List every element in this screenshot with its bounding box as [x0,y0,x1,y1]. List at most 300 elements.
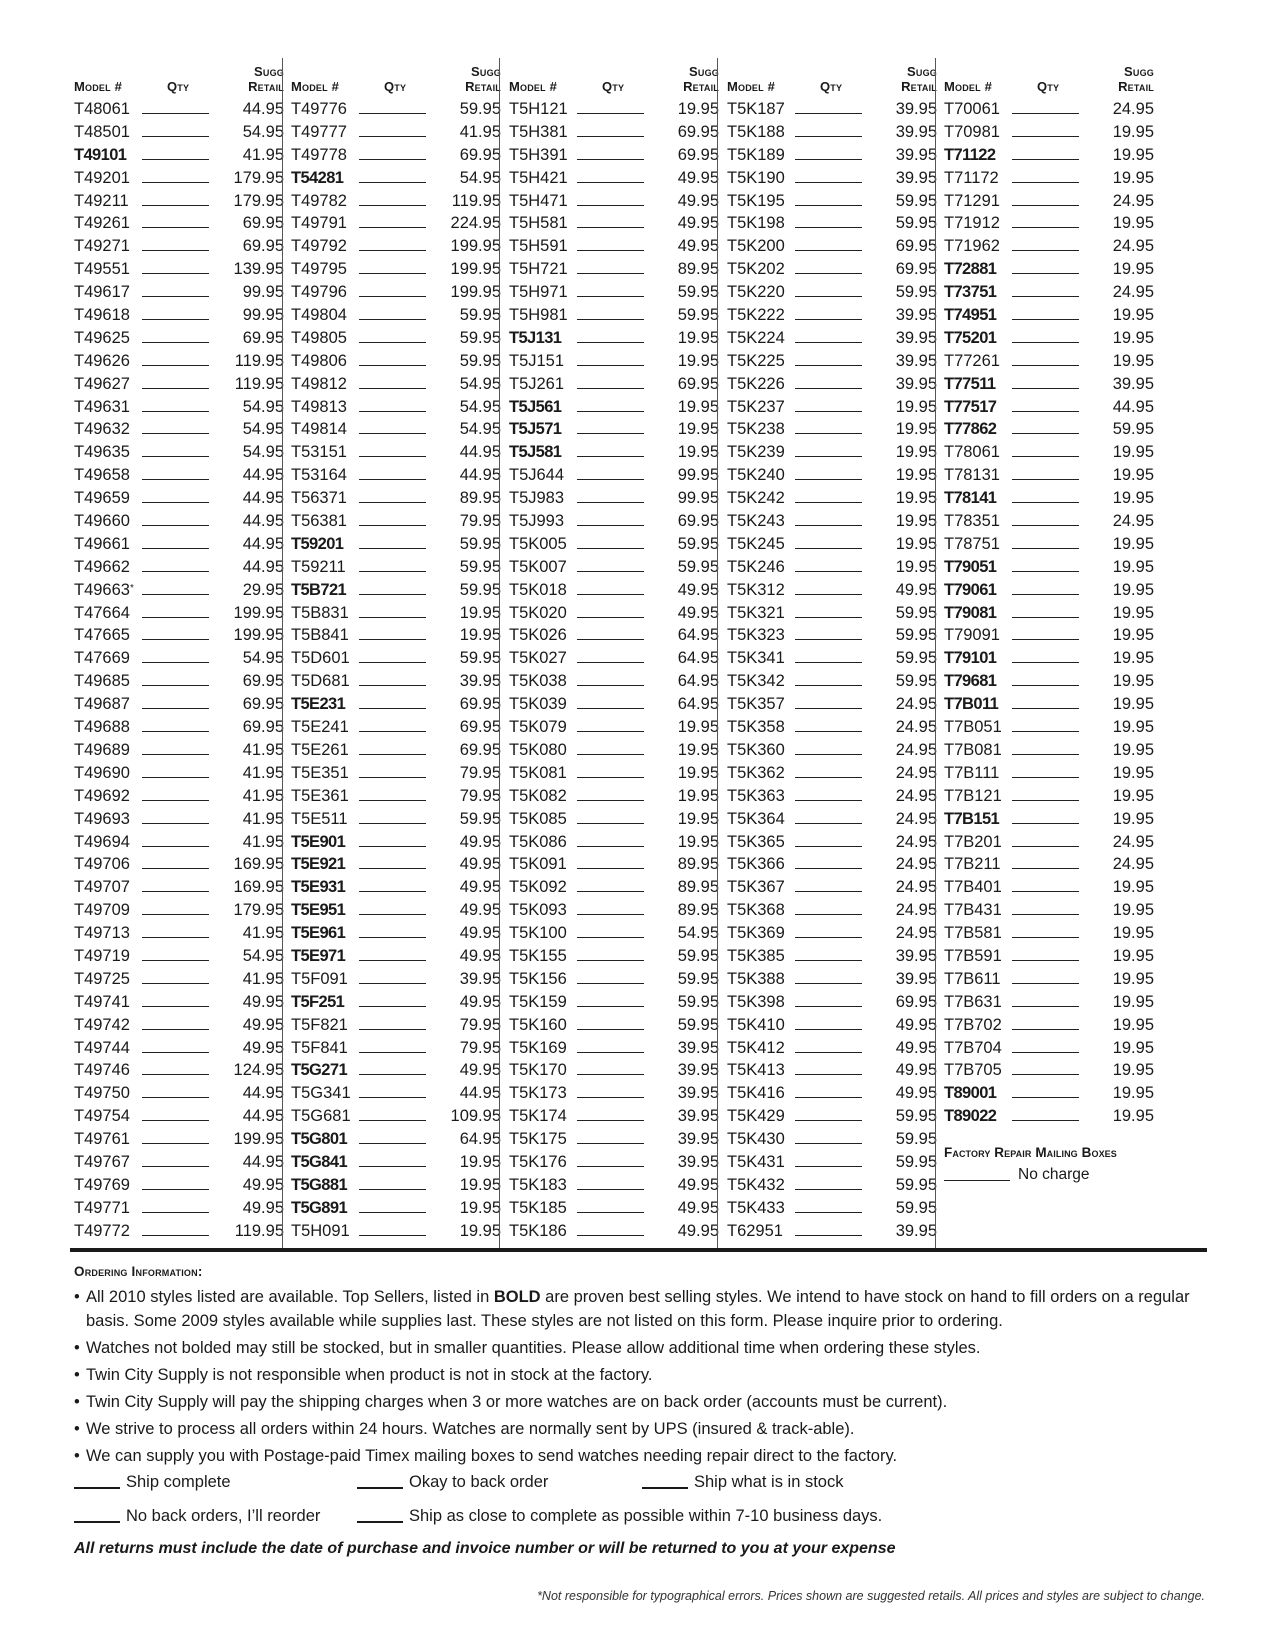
qty-blank[interactable] [577,617,644,618]
qty-blank[interactable] [795,685,862,686]
qty-blank[interactable] [795,136,862,137]
qty-blank[interactable] [359,1097,426,1098]
qty-blank[interactable] [142,502,209,503]
qty-blank[interactable] [795,502,862,503]
option-ship-in-stock[interactable]: Ship what is in stock [642,1470,843,1494]
qty-blank[interactable] [359,456,426,457]
qty-blank[interactable] [795,1052,862,1053]
qty-blank[interactable] [142,1074,209,1075]
sugg-retail-price: 19.95 [895,489,937,508]
model-number: T71912 [944,214,1000,233]
qty-blank[interactable] [142,365,209,366]
qty-blank[interactable] [359,1189,426,1190]
qty-blank[interactable] [142,1052,209,1053]
ordering-bullet: • Twin City Supply will pay the shipping charges when 3 or more watches are on back order (accounts must be current). [74,1390,1214,1414]
qty-blank[interactable] [359,685,426,686]
qty-blank[interactable] [577,182,644,183]
qty-blank[interactable] [1012,891,1079,892]
qty-blank[interactable] [577,388,644,389]
qty-blank[interactable] [142,800,209,801]
qty-blank[interactable] [577,1006,644,1007]
qty-blank[interactable] [142,639,209,640]
model-number: T5E511 [291,809,348,828]
sugg-retail-price: 59.95 [677,946,719,965]
qty-blank[interactable] [577,800,644,801]
qty-blank[interactable] [142,319,209,320]
qty-blank[interactable] [577,548,644,549]
qty-blank[interactable] [795,754,862,755]
qty-blank[interactable] [795,846,862,847]
qty-blank[interactable] [359,846,426,847]
qty-blank[interactable] [142,388,209,389]
qty-blank[interactable] [577,914,644,915]
qty-blank[interactable] [795,571,862,572]
qty-blank[interactable] [1012,685,1079,686]
qty-blank[interactable] [142,273,209,274]
option-blank[interactable] [74,1487,120,1489]
qty-blank[interactable] [577,960,644,961]
qty-blank[interactable] [359,1143,426,1144]
table-row [291,373,501,396]
qty-blank[interactable] [142,1006,209,1007]
qty-blank[interactable] [142,685,209,686]
qty-blank[interactable] [577,754,644,755]
qty-blank[interactable] [359,1052,426,1053]
qty-blank[interactable] [577,365,644,366]
qty-blank[interactable] [359,273,426,274]
sugg-retail-price: 69.95 [677,374,719,393]
qty-blank[interactable] [142,777,209,778]
qty-blank[interactable] [142,456,209,457]
qty-blank[interactable] [359,1006,426,1007]
qty-blank[interactable] [142,960,209,961]
qty-blank[interactable] [577,639,644,640]
table-row [509,1197,719,1220]
qty-blank[interactable] [359,502,426,503]
table-row [291,144,501,167]
qty-blank[interactable] [359,388,426,389]
qty-blank[interactable] [1012,1097,1079,1098]
qty-blank[interactable] [359,548,426,549]
qty-blank[interactable] [359,617,426,618]
qty-blank[interactable] [1012,548,1079,549]
qty-blank[interactable] [359,1029,426,1030]
qty-blank[interactable] [142,1097,209,1098]
qty-blank[interactable] [359,365,426,366]
qty-blank[interactable] [795,662,862,663]
qty-blank[interactable] [1012,731,1079,732]
qty-blank[interactable] [795,1029,862,1030]
model-number: T7B111 [944,763,1000,782]
qty-blank[interactable] [359,937,426,938]
qty-blank[interactable] [359,891,426,892]
qty-blank[interactable] [1012,296,1079,297]
qty-blank[interactable] [142,1235,209,1236]
qty-blank[interactable] [1012,342,1079,343]
qty-blank[interactable] [577,342,644,343]
model-number: T49814 [291,420,347,439]
qty-blank[interactable] [795,1120,862,1121]
qty-blank[interactable] [142,433,209,434]
qty-blank[interactable] [795,205,862,206]
table-row [944,693,1154,716]
model-number: T49658 [74,466,130,485]
qty-blank[interactable] [1012,1074,1079,1075]
qty-blank[interactable] [795,319,862,320]
qty-blank[interactable] [1012,571,1079,572]
qty-blank[interactable] [359,571,426,572]
qty-blank[interactable] [1012,823,1079,824]
qty-blank[interactable] [142,754,209,755]
qty-blank[interactable] [795,617,862,618]
table-row [944,533,1154,556]
qty-blank[interactable] [359,800,426,801]
qty-blank[interactable] [142,1143,209,1144]
qty-blank[interactable] [577,113,644,114]
qty-blank[interactable] [795,777,862,778]
qty-blank[interactable] [577,250,644,251]
qty-blank[interactable] [1012,914,1079,915]
qty-blank[interactable] [359,1120,426,1121]
table-row [944,647,1154,670]
option-no-back-orders[interactable]: No back orders, I’ll reorder [74,1504,320,1528]
qty-blank[interactable] [1012,777,1079,778]
qty-blank[interactable] [577,159,644,160]
qty-blank[interactable] [359,708,426,709]
qty-blank[interactable] [577,868,644,869]
qty-blank[interactable] [359,1212,426,1213]
qty-blank[interactable] [577,1074,644,1075]
qty-blank[interactable] [577,685,644,686]
qty-blank[interactable] [795,1235,862,1236]
qty-blank[interactable] [359,754,426,755]
qty-blank[interactable] [1012,639,1079,640]
qty-blank[interactable] [577,1120,644,1121]
qty-blank[interactable] [359,159,426,160]
qty-blank[interactable] [1012,182,1079,183]
qty-blank[interactable] [795,960,862,961]
option-blank[interactable] [357,1487,403,1489]
model-number: T77511 [944,374,996,393]
qty-blank[interactable] [142,571,209,572]
qty-blank[interactable] [359,250,426,251]
qty-blank[interactable] [1012,1029,1079,1030]
rows [727,98,937,1243]
option-ship-close[interactable]: Ship as close to complete as possible within 7-10 business days. [357,1504,882,1528]
qty-blank[interactable] [1012,800,1079,801]
qty-blank[interactable] [1012,754,1079,755]
qty-blank[interactable] [142,250,209,251]
model-number: T49635 [74,443,130,462]
qty-blank[interactable] [1012,937,1079,938]
qty-blank[interactable] [142,227,209,228]
qty-blank[interactable] [795,273,862,274]
qty-blank[interactable] [142,159,209,160]
qty-blank[interactable] [1012,479,1079,480]
qty-blank[interactable] [795,113,862,114]
qty-blank[interactable] [577,525,644,526]
option-blank[interactable] [642,1487,688,1489]
sugg-retail-price: 41.95 [242,809,284,828]
model-number: T5K091 [509,855,567,874]
qty-blank[interactable] [577,456,644,457]
table-row [74,693,284,716]
qty-blank[interactable] [142,548,209,549]
qty-blank[interactable] [795,1097,862,1098]
qty-blank[interactable] [142,1212,209,1213]
qty-blank[interactable] [359,411,426,412]
qty-blank[interactable] [359,662,426,663]
qty-blank[interactable] [359,1166,426,1167]
qty-blank[interactable] [359,960,426,961]
qty-blank[interactable] [142,914,209,915]
table-row [944,418,1154,441]
qty-blank[interactable] [577,846,644,847]
sugg-retail-price: 79.95 [459,763,501,782]
qty-blank[interactable] [577,1029,644,1030]
qty-blank[interactable] [142,479,209,480]
qty-blank[interactable] [795,159,862,160]
qty-blank[interactable] [795,1189,862,1190]
qty-blank[interactable] [577,227,644,228]
qty-blank[interactable] [359,914,426,915]
qty-blank[interactable] [359,983,426,984]
qty-blank[interactable] [577,823,644,824]
qty-blank[interactable] [795,1074,862,1075]
table-row [509,190,719,213]
qty-blank[interactable] [1012,411,1079,412]
model-number: T7B431 [944,901,1002,920]
qty-blank[interactable] [142,205,209,206]
qty-blank[interactable] [1012,983,1079,984]
qty-blank[interactable] [577,479,644,480]
qty-blank[interactable] [795,525,862,526]
sugg-retail-price: 49.95 [895,580,937,599]
qty-blank[interactable] [1012,868,1079,869]
qty-blank[interactable] [795,1212,862,1213]
qty-blank[interactable] [795,227,862,228]
qty-blank[interactable] [795,1166,862,1167]
qty-blank[interactable] [359,342,426,343]
qty-blank[interactable] [577,571,644,572]
qty-blank[interactable] [795,914,862,915]
qty-blank[interactable] [1012,662,1079,663]
qty-blank[interactable] [1012,846,1079,847]
qty-blank[interactable] [142,891,209,892]
option-ship-complete[interactable]: Ship complete [74,1470,231,1494]
qty-blank[interactable] [795,1143,862,1144]
qty-blank[interactable] [359,319,426,320]
qty-blank[interactable] [1012,502,1079,503]
qty-blank[interactable] [359,113,426,114]
qty-blank[interactable] [1012,433,1079,434]
qty-blank[interactable] [1012,159,1079,160]
qty-blank[interactable] [577,433,644,434]
qty-blank[interactable] [577,205,644,206]
qty-blank[interactable] [142,823,209,824]
qty-blank[interactable] [1012,1120,1079,1121]
qty-blank[interactable] [359,594,426,595]
qty-blank[interactable] [795,800,862,801]
qty-blank[interactable] [1012,205,1079,206]
qty-blank[interactable] [142,411,209,412]
sugg-retail-price: 24.95 [1112,191,1154,210]
qty-blank[interactable] [577,1212,644,1213]
qty-blank[interactable] [359,136,426,137]
qty-blank[interactable] [577,273,644,274]
qty-blank[interactable] [577,891,644,892]
qty-blank[interactable] [795,479,862,480]
qty-blank[interactable] [577,731,644,732]
qty-blank[interactable] [577,662,644,663]
qty-blank[interactable] [795,250,862,251]
qty-blank[interactable] [1012,388,1079,389]
model-number: T49707 [74,878,130,897]
option-blank[interactable] [74,1521,120,1523]
qty-blank[interactable] [142,1120,209,1121]
qty-blank[interactable] [577,136,644,137]
model-number: T5E921 [291,855,346,874]
qty-blank[interactable] [577,1143,644,1144]
qty-blank[interactable] [1012,594,1079,595]
qty-blank[interactable] [795,891,862,892]
table-row [509,304,719,327]
qty-blank[interactable] [795,433,862,434]
qty-blank[interactable] [142,617,209,618]
qty-blank[interactable] [1012,136,1079,137]
qty-blank[interactable] [359,479,426,480]
qty-blank[interactable] [795,411,862,412]
qty-blank[interactable] [795,365,862,366]
qty-blank[interactable] [795,456,862,457]
qty-blank[interactable] [795,708,862,709]
qty-blank[interactable] [142,594,209,595]
sugg-retail-price: 19.95 [459,626,501,645]
qty-blank[interactable] [577,594,644,595]
qty-blank[interactable] [1012,1052,1079,1053]
model-number: T79091 [944,626,1000,645]
qty-blank[interactable] [577,1097,644,1098]
factory-repair-qty-blank[interactable] [944,1180,1010,1181]
qty-blank[interactable] [1012,617,1079,618]
qty-blank[interactable] [142,296,209,297]
table-row [509,1014,719,1037]
qty-blank[interactable] [359,639,426,640]
option-okay-back-order[interactable]: Okay to back order [357,1470,548,1494]
qty-blank[interactable] [1012,113,1079,114]
qty-blank[interactable] [1012,708,1079,709]
qty-blank[interactable] [359,296,426,297]
qty-blank[interactable] [577,983,644,984]
qty-blank[interactable] [795,548,862,549]
qty-blank[interactable] [142,937,209,938]
qty-blank[interactable] [359,823,426,824]
qty-blank[interactable] [142,113,209,114]
qty-blank[interactable] [1012,525,1079,526]
qty-blank[interactable] [142,1166,209,1167]
qty-blank[interactable] [795,868,862,869]
table-row [509,327,719,350]
sugg-retail-price: 64.95 [677,649,719,668]
qty-blank[interactable] [142,983,209,984]
qty-blank[interactable] [795,983,862,984]
qty-blank[interactable] [577,1235,644,1236]
option-blank[interactable] [357,1521,403,1523]
qty-blank[interactable] [359,731,426,732]
qty-blank[interactable] [359,777,426,778]
qty-blank[interactable] [795,823,862,824]
qty-blank[interactable] [577,1052,644,1053]
qty-blank[interactable] [577,777,644,778]
column-header [944,54,1154,94]
qty-blank[interactable] [1012,1006,1079,1007]
qty-blank[interactable] [577,296,644,297]
qty-blank[interactable] [1012,250,1079,251]
table-row [727,1128,937,1151]
qty-blank[interactable] [359,227,426,228]
qty-blank[interactable] [577,1166,644,1167]
qty-blank[interactable] [142,1029,209,1030]
column-divider [935,58,936,1252]
qty-blank[interactable] [577,708,644,709]
qty-blank[interactable] [142,846,209,847]
qty-blank[interactable] [1012,227,1079,228]
qty-blank[interactable] [359,1235,426,1236]
qty-blank[interactable] [795,296,862,297]
qty-blank[interactable] [795,594,862,595]
model-number: T74951 [944,306,997,325]
qty-blank[interactable] [577,1189,644,1190]
qty-blank[interactable] [142,525,209,526]
qty-blank[interactable] [1012,365,1079,366]
header-sugg-retail: Sugg Retail [465,64,501,94]
qty-blank[interactable] [1012,273,1079,274]
qty-blank[interactable] [795,342,862,343]
qty-blank[interactable] [795,639,862,640]
qty-blank[interactable] [142,662,209,663]
qty-blank[interactable] [359,205,426,206]
qty-blank[interactable] [142,342,209,343]
qty-blank[interactable] [1012,960,1079,961]
qty-blank[interactable] [359,525,426,526]
qty-blank[interactable] [795,182,862,183]
qty-blank[interactable] [795,937,862,938]
qty-blank[interactable] [142,731,209,732]
qty-blank[interactable] [142,708,209,709]
qty-blank[interactable] [142,136,209,137]
qty-blank[interactable] [577,502,644,503]
model-number: T5K321 [727,603,785,622]
qty-blank[interactable] [359,868,426,869]
qty-blank[interactable] [1012,456,1079,457]
qty-blank[interactable] [795,1006,862,1007]
qty-blank[interactable] [1012,319,1079,320]
qty-blank[interactable] [359,182,426,183]
qty-blank[interactable] [795,731,862,732]
qty-blank[interactable] [359,433,426,434]
header-qty: Qty [1037,79,1060,94]
qty-blank[interactable] [359,1074,426,1075]
qty-blank[interactable] [795,388,862,389]
qty-blank[interactable] [142,182,209,183]
qty-blank[interactable] [142,868,209,869]
model-number: T49761 [74,1130,130,1149]
qty-blank[interactable] [577,319,644,320]
qty-blank[interactable] [577,411,644,412]
qty-blank[interactable] [142,1189,209,1190]
qty-blank[interactable] [577,937,644,938]
header-model: Model # [74,79,123,94]
